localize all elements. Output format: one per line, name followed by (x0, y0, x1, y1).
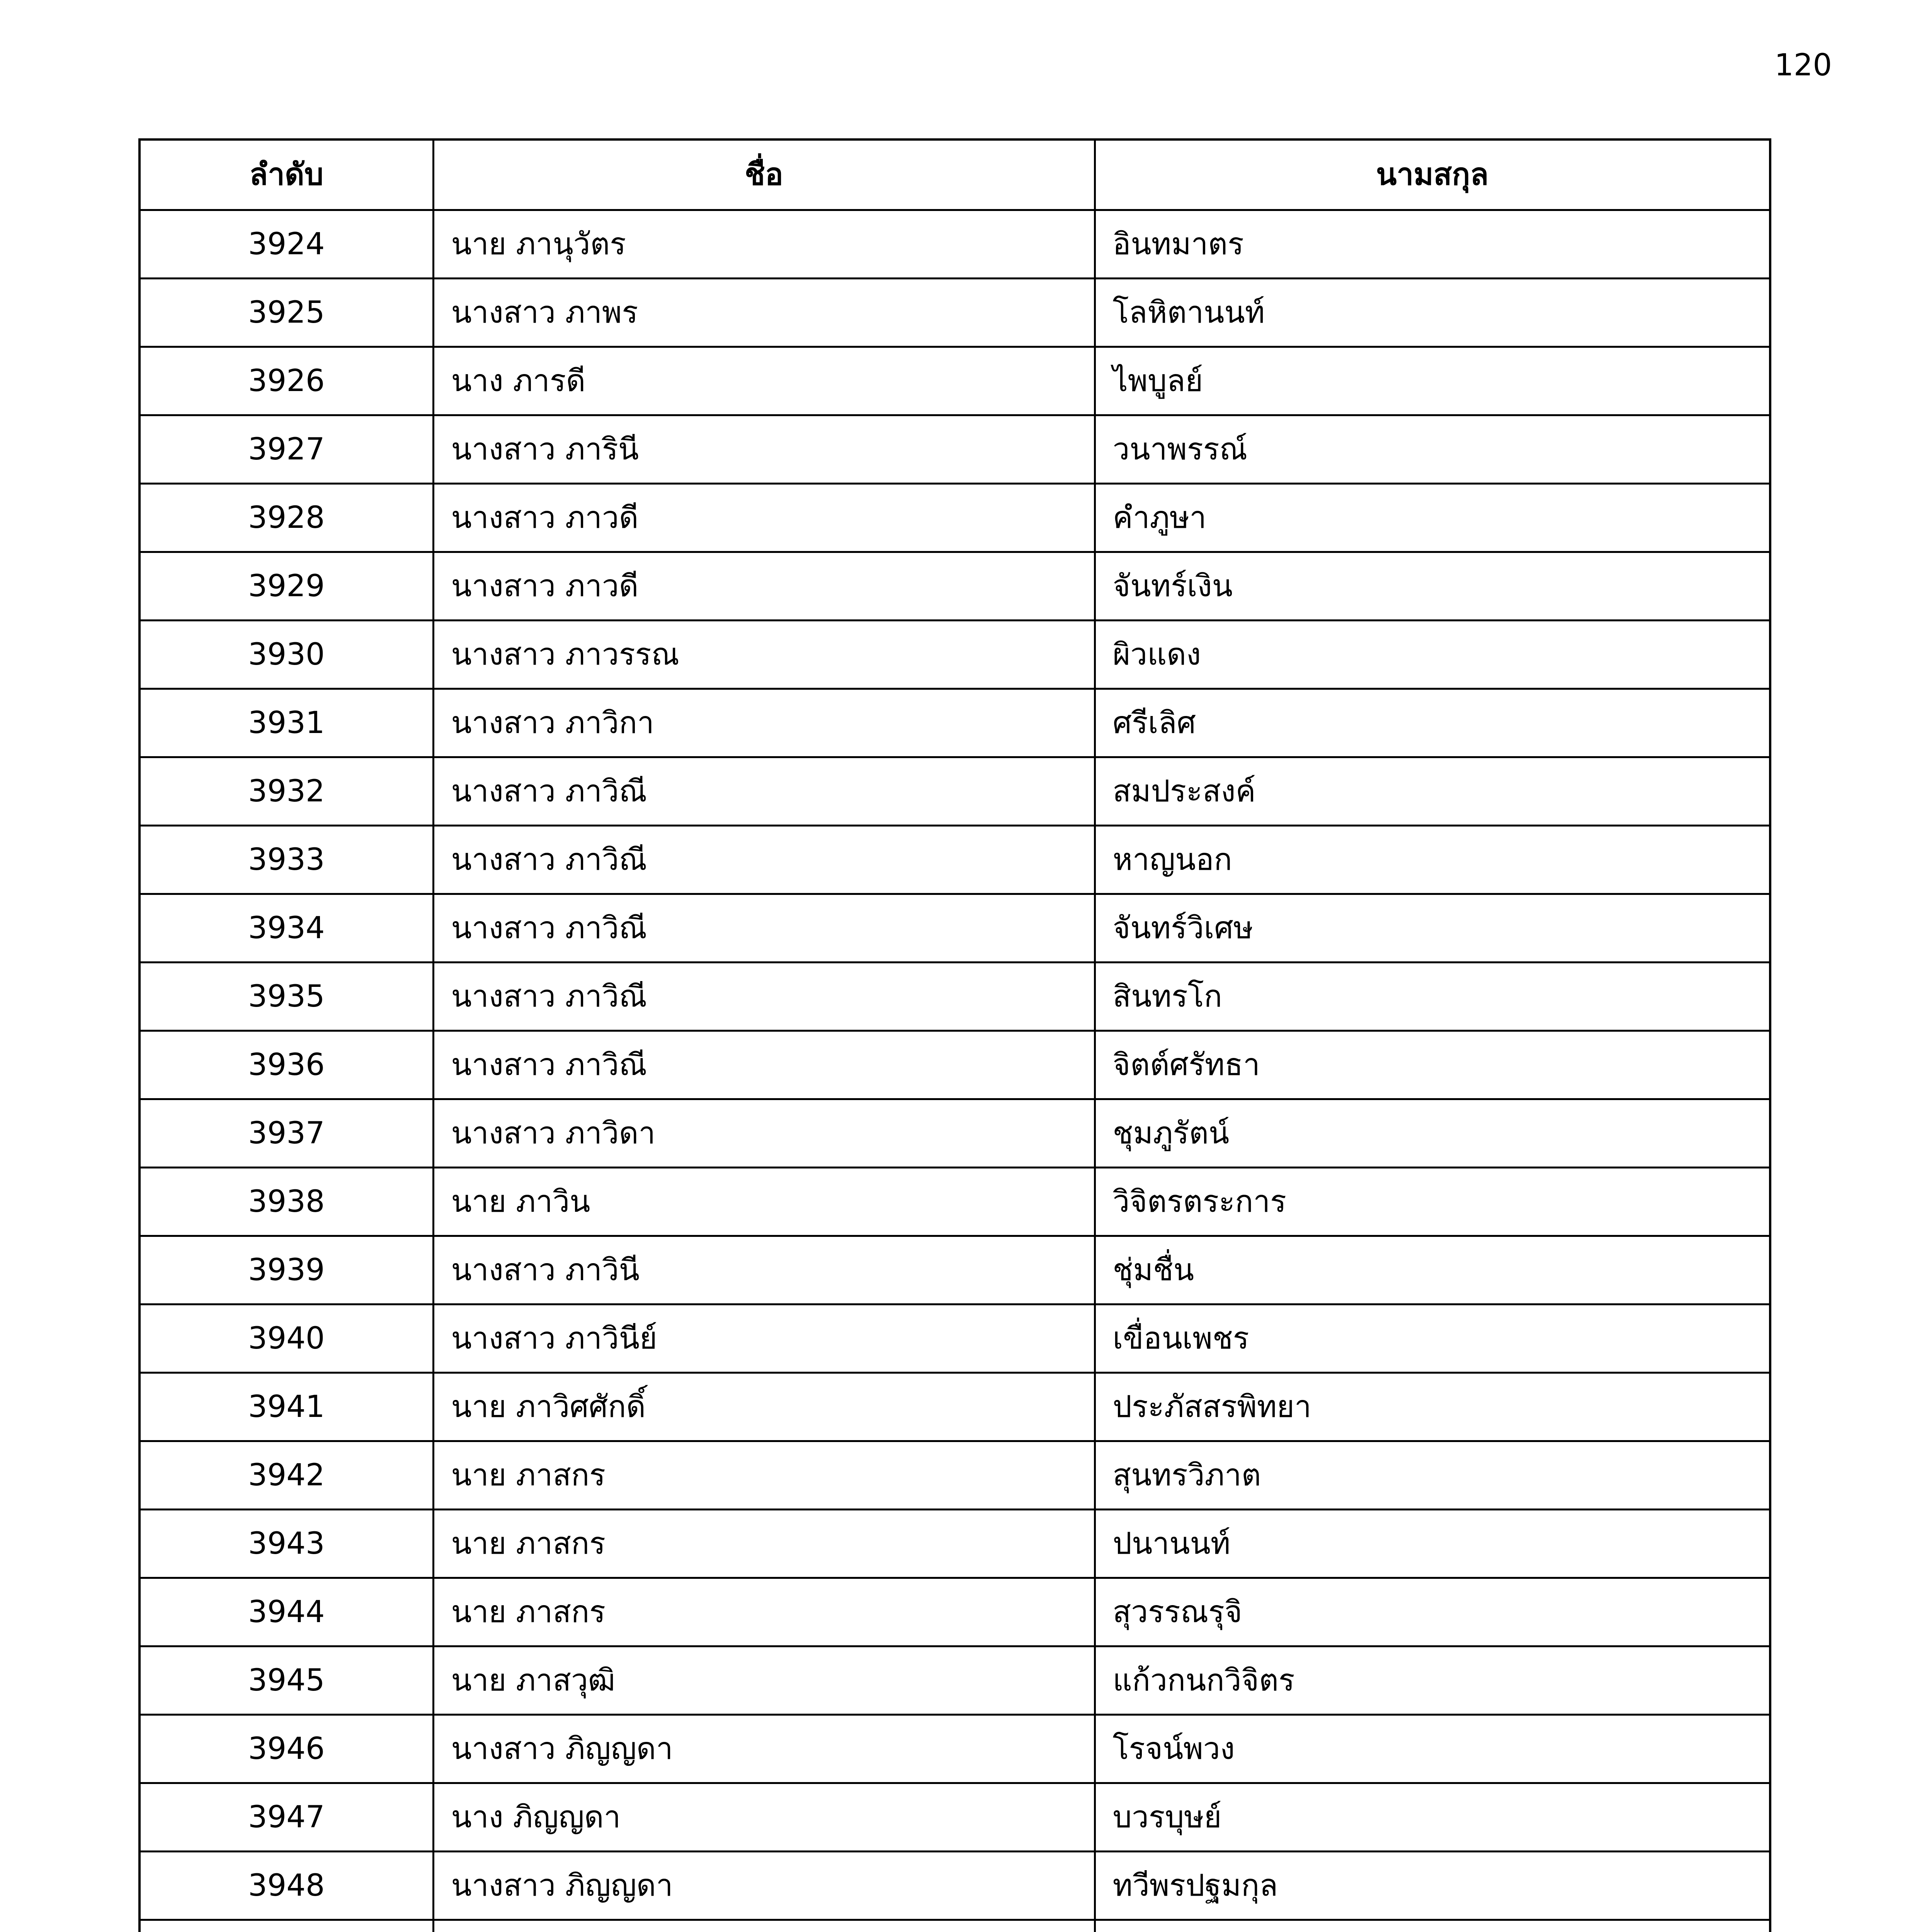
cell-surname: จิตต์ศรัทธา (1095, 1031, 1770, 1099)
cell-seq: 3926 (139, 347, 433, 415)
cell-surname: จันทร์เงิน (1095, 552, 1770, 620)
cell-seq: 3942 (139, 1441, 433, 1509)
cell-name: นางสาว ภาวิณี (433, 757, 1095, 825)
cell-seq: 3933 (139, 825, 433, 894)
cell-seq: 3939 (139, 1236, 433, 1304)
table-row (139, 1646, 1770, 1714)
cell-seq: 3936 (139, 1031, 433, 1099)
cell-name: นางสาว ภาวินี (433, 1236, 1095, 1304)
cell-seq: 3940 (139, 1304, 433, 1372)
cell-surname: แก้วกนกวิจิตร (1095, 1646, 1770, 1714)
table-row (139, 552, 1770, 620)
cell-name: นางสาว ภาวรรณ (433, 620, 1095, 689)
cell-seq: 3945 (139, 1646, 433, 1714)
cell-name: นาย ภาวิน (433, 1167, 1095, 1236)
cell-seq: 3943 (139, 1509, 433, 1578)
table-row (139, 210, 1770, 278)
table-row (139, 1509, 1770, 1578)
table-row (139, 1167, 1770, 1236)
cell-surname: สุนทรวิภาต (1095, 1441, 1770, 1509)
cell-name: นาง ภิญญดา (433, 1783, 1095, 1851)
table-row (139, 689, 1770, 757)
cell-seq: 3927 (139, 415, 433, 483)
cell-name: นาย ภาสกร (433, 1578, 1095, 1646)
cell-surname: วิจิตรตระการ (1095, 1167, 1770, 1236)
cell-surname: บวรบุษย์ (1095, 1783, 1770, 1851)
table-row (139, 415, 1770, 483)
cell-surname: ประภัสสรพิทยา (1095, 1372, 1770, 1441)
table-body (139, 210, 1770, 1932)
table-row (139, 1851, 1770, 1920)
cell-seq: 3938 (139, 1167, 433, 1236)
table-row (139, 1099, 1770, 1167)
cell-seq: 3925 (139, 278, 433, 347)
cell-surname: โลหิตานนท์ (1095, 278, 1770, 347)
cell-name: นาย ภาสวุฒิ (433, 1646, 1095, 1714)
table-row (139, 620, 1770, 689)
table-row (139, 757, 1770, 825)
cell-name: นางสาว ภาวดี (433, 483, 1095, 552)
table-row (139, 1236, 1770, 1304)
cell-surname: ไพบูลย์ (1095, 347, 1770, 415)
header-surname: นามสกุล (1095, 139, 1770, 210)
table-row (139, 1304, 1770, 1372)
cell-seq: 3944 (139, 1578, 433, 1646)
cell-seq: 3935 (139, 962, 433, 1031)
cell-name: นางสาว ภาวิณี (433, 825, 1095, 894)
table-row (139, 1441, 1770, 1509)
cell-surname: โรจน์พวง (1095, 1714, 1770, 1783)
cell-surname: ผิวแดง (1095, 620, 1770, 689)
cell-seq: 3946 (139, 1714, 433, 1783)
cell-name: นางสาว ภาวินีย์ (433, 1304, 1095, 1372)
header-seq: ลำดับ (139, 139, 433, 210)
cell-name: นางสาว ภิญญดา (433, 1714, 1095, 1783)
table-row (139, 1372, 1770, 1441)
cell-name: นางสาว ภิญญดา (433, 1851, 1095, 1920)
cell-seq: 3947 (139, 1783, 433, 1851)
cell-name: นาย ภาสกร (433, 1509, 1095, 1578)
table-row (139, 483, 1770, 552)
cell-surname (1095, 1920, 1770, 1932)
table-row (139, 825, 1770, 894)
table-header-row (139, 139, 1770, 210)
cell-seq: 3931 (139, 689, 433, 757)
cell-name: นางสาว ภาวิดา (433, 1099, 1095, 1167)
cell-surname: ชุ่มชื่น (1095, 1236, 1770, 1304)
cell-seq: 3924 (139, 210, 433, 278)
cell-seq: 3928 (139, 483, 433, 552)
table-row (139, 278, 1770, 347)
cell-name: นางสาว ภาวิณี (433, 894, 1095, 962)
cell-name: นาย ภาสกร (433, 1441, 1095, 1509)
cell-seq: 3934 (139, 894, 433, 962)
cell-name: นางสาว ภาวดี (433, 552, 1095, 620)
cell-seq: 3948 (139, 1851, 433, 1920)
cell-seq: 3929 (139, 552, 433, 620)
cell-name: นางสาว ภาวิณี (433, 1031, 1095, 1099)
cell-name: นางสาว ภารินี (433, 415, 1095, 483)
table-row (139, 962, 1770, 1031)
cell-surname: ปนานนท์ (1095, 1509, 1770, 1578)
cell-seq: 3937 (139, 1099, 433, 1167)
cell-surname: สมประสงค์ (1095, 757, 1770, 825)
cell-surname: อินทมาตร (1095, 210, 1770, 278)
cell-surname: หาญนอก (1095, 825, 1770, 894)
cell-name: นางสาว ภาวิณี (433, 962, 1095, 1031)
cell-surname: ศรีเลิศ (1095, 689, 1770, 757)
cell-surname: วนาพรรณ์ (1095, 415, 1770, 483)
cell-name: นาย ภาวิศศักดิ์ (433, 1372, 1095, 1441)
cell-surname: สุวรรณรุจิ (1095, 1578, 1770, 1646)
cell-name: นางสาว ภาวิกา (433, 689, 1095, 757)
cell-surname: สินทรโก (1095, 962, 1770, 1031)
table-row (139, 1783, 1770, 1851)
cell-seq (139, 1920, 433, 1932)
header-name: ชื่อ (433, 139, 1095, 210)
cell-surname: ทวีพรปฐมกุล (1095, 1851, 1770, 1920)
cell-surname: เขื่อนเพชร (1095, 1304, 1770, 1372)
table-row (139, 894, 1770, 962)
cell-name (433, 1920, 1095, 1932)
table-row (139, 1714, 1770, 1783)
table-row (139, 1578, 1770, 1646)
name-roster-table (138, 138, 1771, 1932)
cell-surname: จันทร์วิเศษ (1095, 894, 1770, 962)
table-row (139, 347, 1770, 415)
page-number: 120 (1774, 48, 1832, 83)
table-row (139, 1920, 1770, 1932)
cell-seq: 3930 (139, 620, 433, 689)
cell-surname: ชุมภูรัตน์ (1095, 1099, 1770, 1167)
cell-name: นาย ภานุวัตร (433, 210, 1095, 278)
cell-surname: คำภูษา (1095, 483, 1770, 552)
cell-seq: 3932 (139, 757, 433, 825)
cell-name: นาง ภารดี (433, 347, 1095, 415)
cell-seq: 3941 (139, 1372, 433, 1441)
cell-name: นางสาว ภาพร (433, 278, 1095, 347)
table-row (139, 1031, 1770, 1099)
